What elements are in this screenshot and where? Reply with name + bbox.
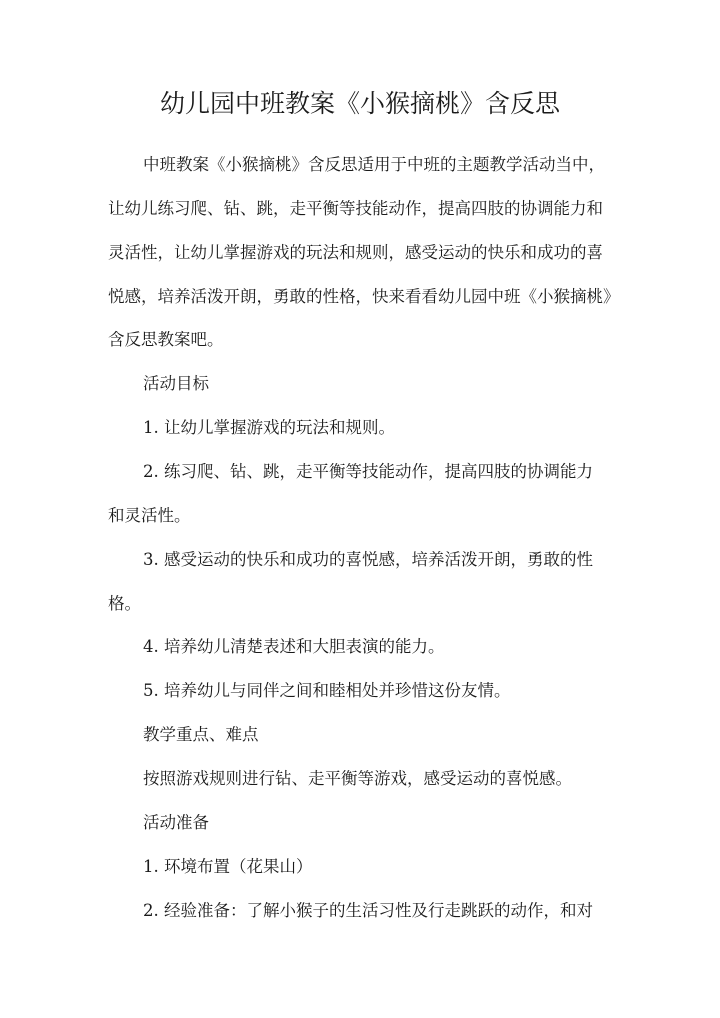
preparation-item-1: 1. 环境布置（花果山） bbox=[143, 857, 313, 876]
goal-item-3-cont: 格。 bbox=[108, 594, 141, 613]
preparation-item-2: 2. 经验准备：了解小猴子的生活习性及行走跳跃的动作，和对 bbox=[143, 901, 593, 920]
intro-line-5: 含反思教案吧。 bbox=[108, 330, 224, 349]
intro-line-1: 中班教案《小猴摘桃》含反思适用于中班的主题教学活动当中， bbox=[143, 155, 605, 174]
preparation-heading: 活动准备 bbox=[143, 813, 209, 832]
document-title: 幼儿园中班教案《小猴摘桃》含反思 bbox=[159, 89, 560, 118]
goal-item-2: 2. 练习爬、钻、跳，走平衡等技能动作，提高四肢的协调能力 bbox=[143, 462, 593, 481]
intro-line-2: 让幼儿练习爬、钻、跳，走平衡等技能动作，提高四肢的协调能力和 bbox=[108, 199, 603, 218]
intro-line-4: 悦感，培养活泼开朗，勇敢的性格，快来看看幼儿园中班《小猴摘桃》 bbox=[108, 287, 620, 306]
key-points-text: 按照游戏规则进行钻、走平衡等游戏，感受运动的喜悦感。 bbox=[143, 769, 572, 788]
goal-item-3: 3. 感受运动的快乐和成功的喜悦感，培养活泼开朗，勇敢的性 bbox=[143, 550, 593, 569]
goals-heading: 活动目标 bbox=[143, 374, 209, 393]
key-points-heading: 教学重点、难点 bbox=[143, 725, 259, 744]
intro-line-3: 灵活性，让幼儿掌握游戏的玩法和规则，感受运动的快乐和成功的喜 bbox=[108, 243, 603, 262]
goal-item-2-cont: 和灵活性。 bbox=[108, 506, 191, 525]
goal-item-5: 5. 培养幼儿与同伴之间和睦相处并珍惜这份友情。 bbox=[143, 681, 511, 700]
goal-item-4: 4. 培养幼儿清楚表述和大胆表演的能力。 bbox=[143, 637, 445, 656]
goal-item-1: 1. 让幼儿掌握游戏的玩法和规则。 bbox=[143, 418, 395, 437]
